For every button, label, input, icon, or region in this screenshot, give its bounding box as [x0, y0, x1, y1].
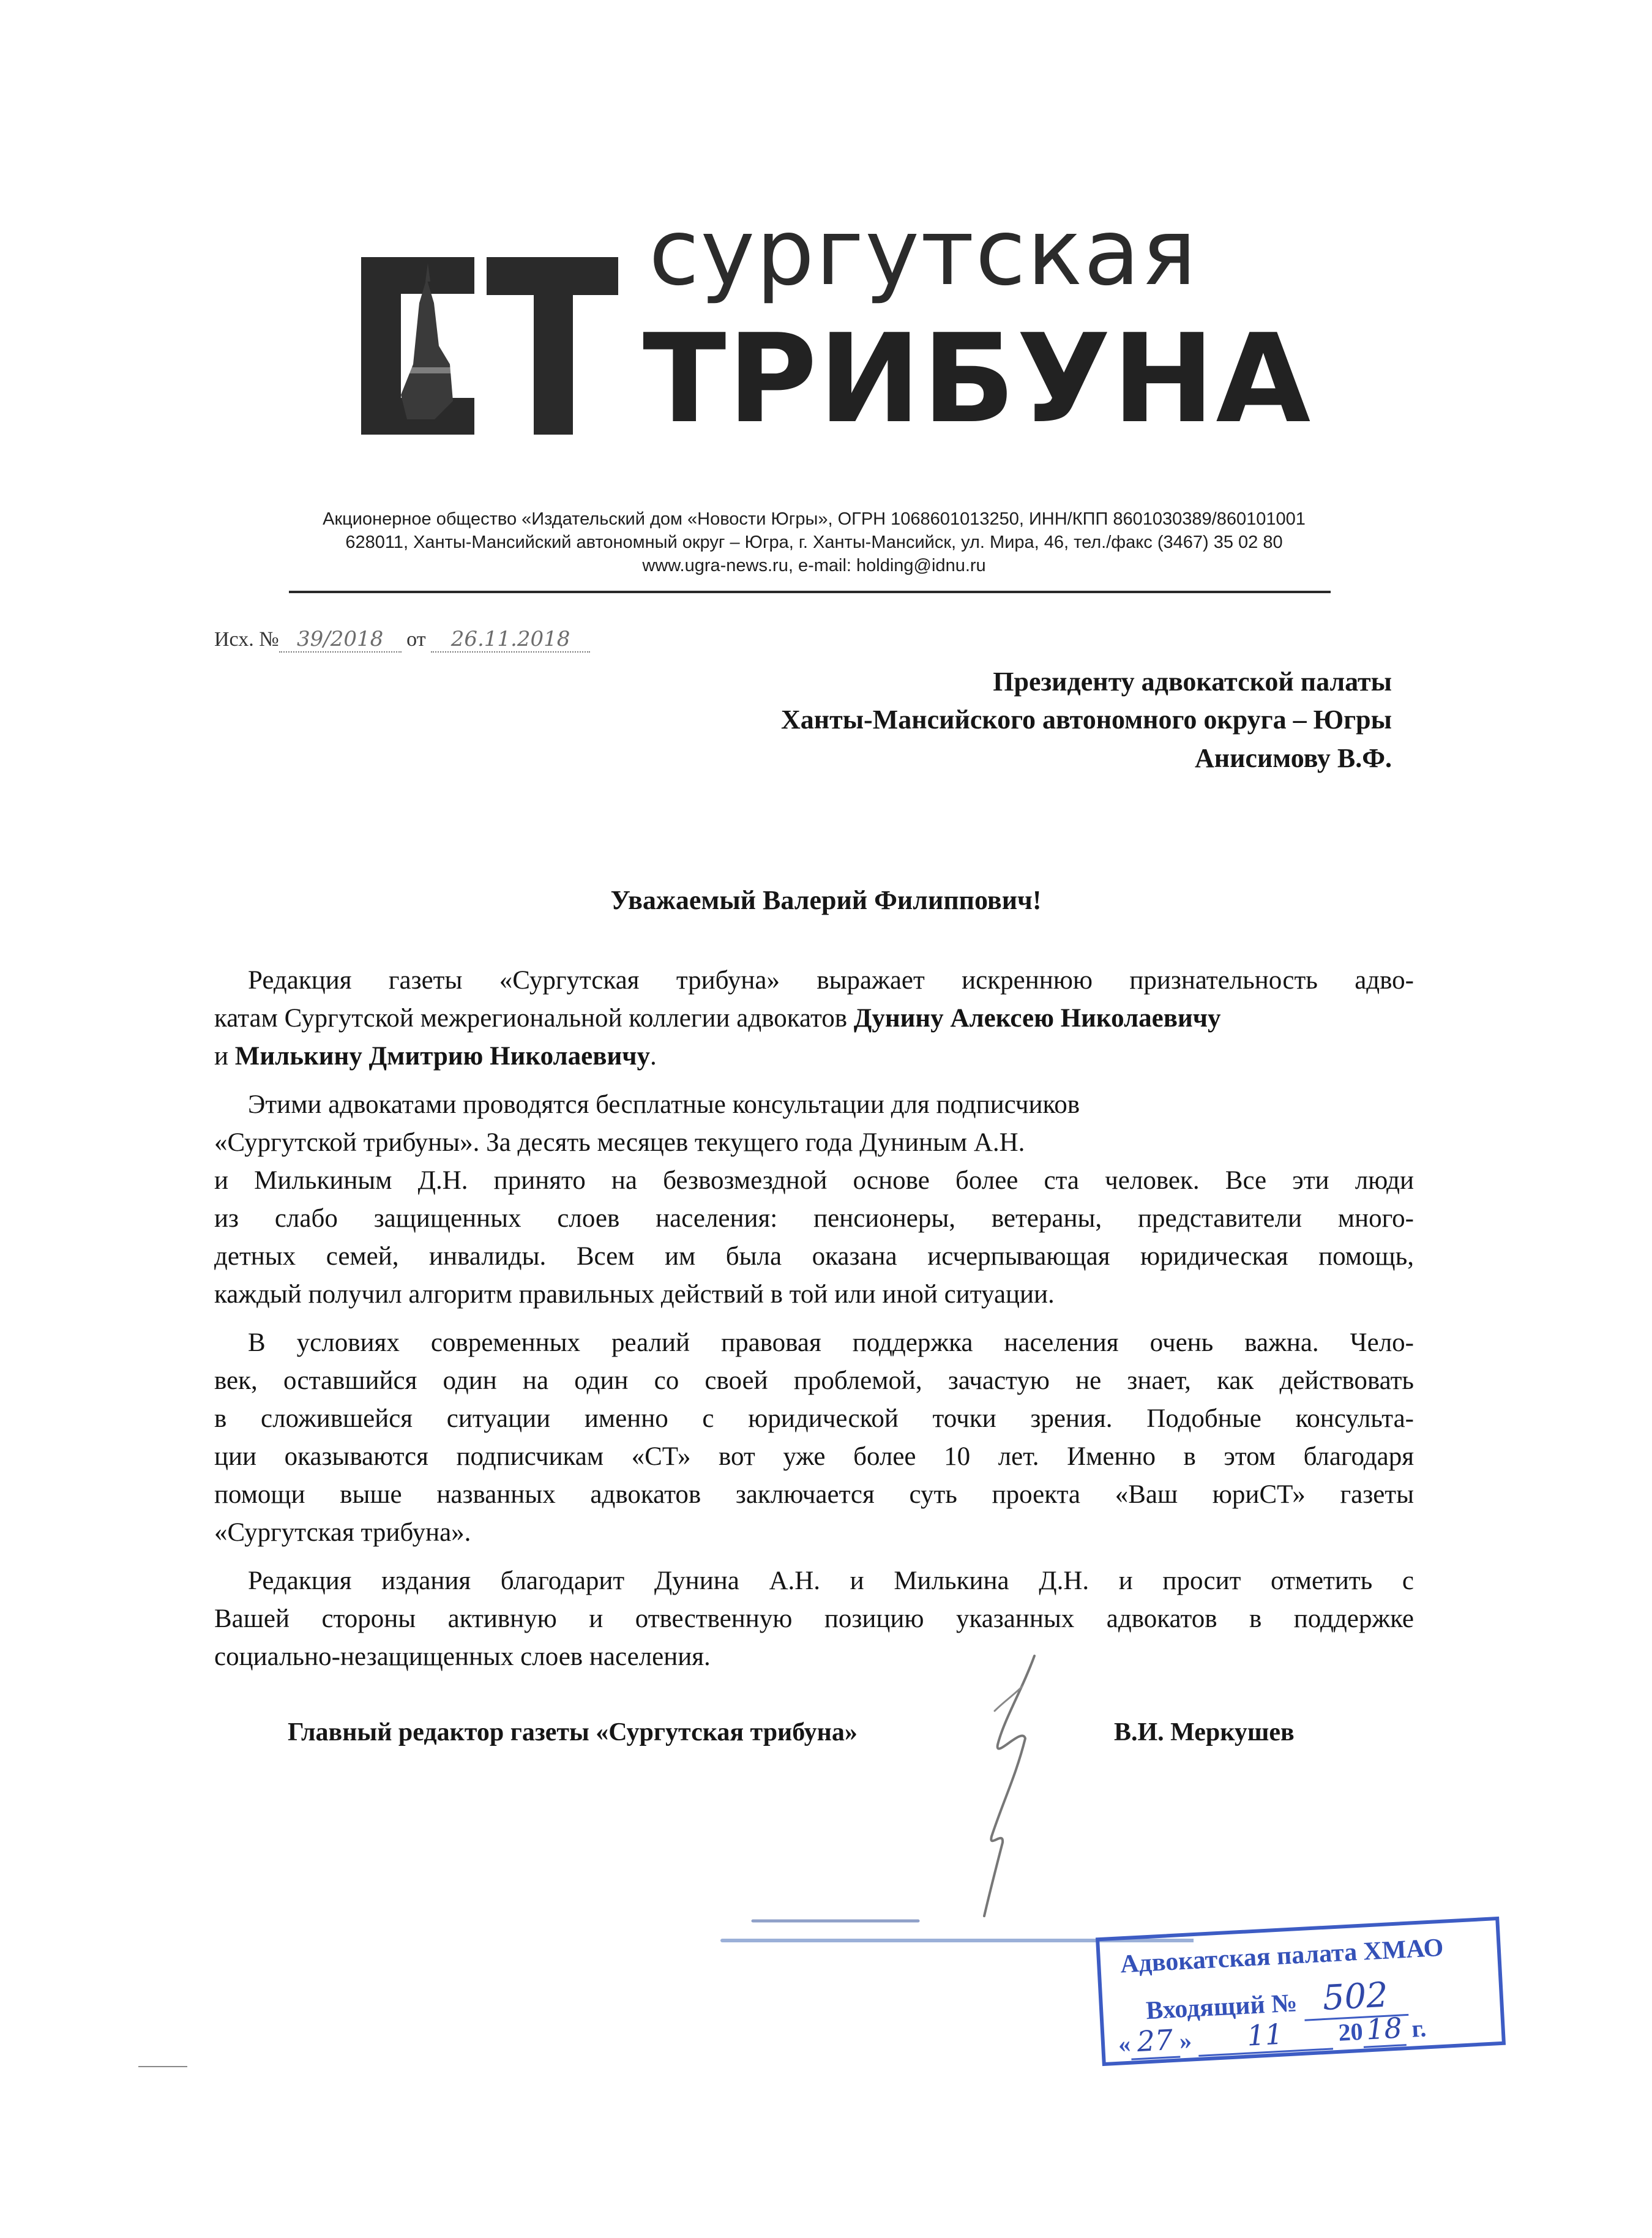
body-text: .: [649, 1042, 657, 1071]
body-text: и: [214, 1042, 235, 1071]
stamp-month: 11: [1197, 2015, 1333, 2056]
stamp-incoming-label: Входящий №: [1145, 1989, 1298, 2026]
stamp-year-prefix: 20: [1337, 2017, 1364, 2046]
stamp-close-quote: »: [1178, 2026, 1193, 2055]
header-divider: [289, 591, 1331, 593]
stamp-title: Адвокатская палата ХМАО: [1119, 1933, 1445, 1979]
body-line: В условиях современных реалий правовая поддержка населения очень важна. Чело-: [248, 1328, 1414, 1357]
registration-stamp: [1096, 1917, 1506, 2066]
addressee-line: Ханты-Мансийского автономного округа – Югры: [780, 705, 1392, 735]
body-line: Вашей стороны активную и отвественную позицию указанных адвокатов в поддержке: [214, 1604, 1414, 1633]
stamp-year: 18: [1362, 2011, 1407, 2048]
body-line: ции оказываются подписчикам «СТ» вот уже более 10 лет. Именно в этом благодаря: [214, 1442, 1414, 1471]
lawyer-name: Милькину Дмитрию Николаевичу: [234, 1042, 650, 1071]
stamp-incoming-number: 502: [1303, 1974, 1408, 2021]
body-line: [214, 1043, 657, 1069]
requisites-line: www.ugra-news.ru, e-mail: holding@idnu.ru: [642, 556, 986, 575]
signatory-name: В.И. Меркушев: [1114, 1718, 1295, 1746]
addressee-line: Президенту адвокатской палаты: [993, 667, 1392, 697]
body-line: «Сургутская трибуна».: [214, 1518, 471, 1547]
addressee-line: Анисимову В.Ф.: [1194, 743, 1392, 773]
body-line: «Сургутской трибуны». За десять месяцев текущего года Дуниным А.Н.: [214, 1128, 1025, 1157]
logo-monogram: [337, 245, 624, 447]
body-line: век, оставшийся один на один со своей проблемой, зачастую не знает, как действовать: [214, 1366, 1414, 1395]
lawyer-name: Дунину Алексею Николаевичу: [853, 1004, 1221, 1033]
body-line: каждый получил алгоритм правильных действий в той или иной ситуации.: [214, 1280, 1055, 1309]
brand-line-1: сургутская: [649, 200, 1198, 306]
body-line: Редакция газеты «Сургутская трибуна» выражает искреннюю признательность адво-: [248, 966, 1414, 995]
body-line: детных семей, инвалиды. Всем им была оказана исчерпывающая юридическая помощь,: [214, 1242, 1414, 1271]
body-line: помощи выше названных адвокатов заключается суть проекта «Ваш юриСТ» газеты: [214, 1480, 1414, 1509]
requisites-line: Акционерное общество «Издательский дом «Новости Югры», ОГРН 1068601013250, ИНН/КПП 8601030389/860101001: [323, 509, 1306, 529]
stamp-day: 27: [1130, 2023, 1181, 2060]
outgoing-prefix: Исх. №: [214, 628, 279, 651]
body-line: Редакция издания благодарит Дунина А.Н. и Милькина Д.Н. и просит отметить с: [248, 1566, 1414, 1595]
scan-artifact: [138, 2066, 187, 2067]
handwritten-signature: [716, 1653, 1194, 1959]
brand-line-2: ТРИБУНА: [643, 308, 1312, 451]
outgoing-date-prefix: от: [406, 628, 426, 651]
body-text: катам Сургутской межрегиональной коллегии адвокатов: [214, 1004, 854, 1033]
outgoing-number: 39/2018: [279, 627, 402, 653]
body-line: социально-незащищенных слоев населения.: [214, 1642, 711, 1671]
body-line: [214, 1005, 1221, 1031]
outgoing-date: 26.11.2018: [431, 627, 590, 653]
body-line: в сложившейся ситуации именно с юридической точки зрения. Подобные консульта-: [214, 1404, 1414, 1433]
signatory-title: Главный редактор газеты «Сургутская трибуна»: [288, 1718, 858, 1746]
body-line: и Милькиным Д.Н. принято на безвозмездной основе более ста человек. Все эти люди: [214, 1166, 1414, 1195]
requisites-line: 628011, Ханты-Мансийский автономный округ – Югра, г. Ханты-Мансийск, ул. Мира, 46, тел./факс (3467) 35 02 80: [345, 533, 1283, 552]
body-line: из слабо защищенных слоев населения: пенсионеры, ветераны, представители много-: [214, 1204, 1414, 1233]
stamp-year-unit: г.: [1411, 2014, 1427, 2043]
salutation: Уважаемый Валерий Филиппович!: [610, 885, 1042, 915]
outgoing-reference: [214, 627, 590, 653]
stamp-open-quote: «: [1117, 2029, 1132, 2058]
body-line: Этими адвокатами проводятся бесплатные консультации для подписчиков: [248, 1090, 1080, 1119]
